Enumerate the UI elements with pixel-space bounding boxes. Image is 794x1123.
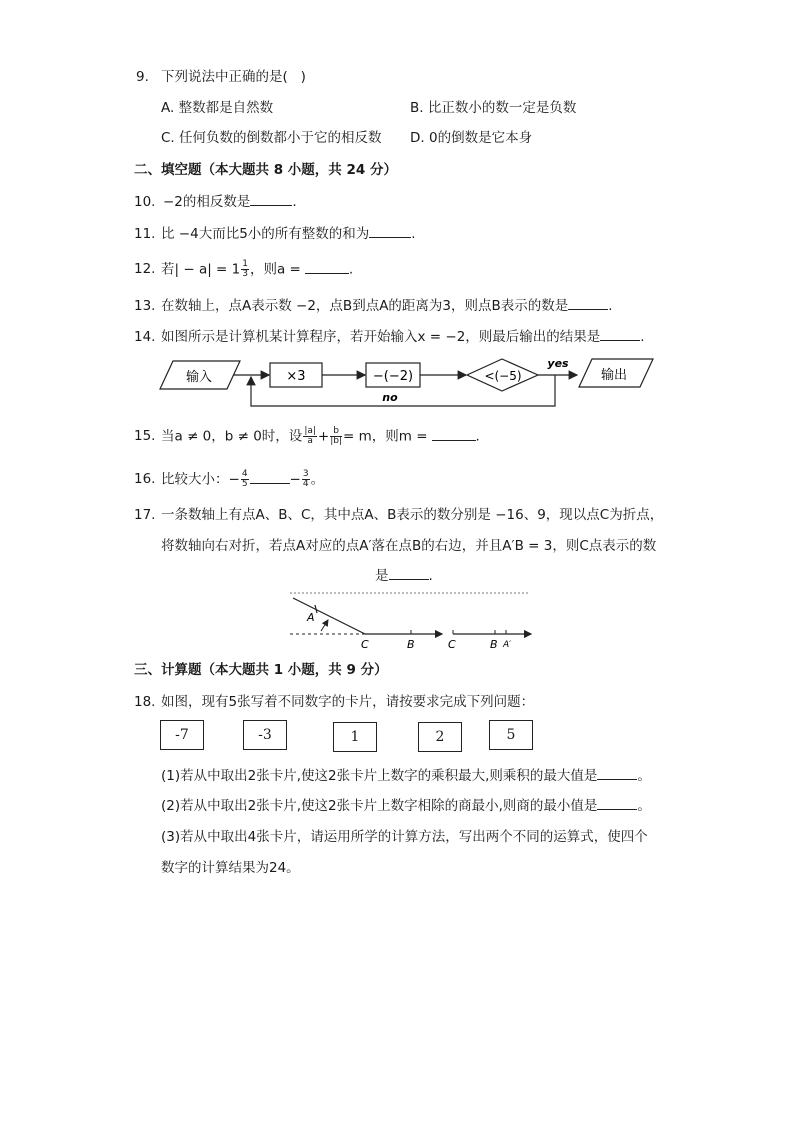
fig-label-c1: C <box>361 638 369 651</box>
flow-multiply-label: ×3 <box>286 369 306 384</box>
flow-subtract-label: −(−2) <box>372 369 414 384</box>
q15-number: 15. <box>134 428 156 444</box>
q14-text-a: 如图所示是计算机某计算程序，若开始输入x = −2，则最后输出的结果是 <box>161 329 601 345</box>
q13-text-b: . <box>608 298 613 314</box>
q18-part-3-line-2: 数字的计算结果为24。 <box>161 860 300 876</box>
q18-number: 18. <box>134 694 156 710</box>
fig-label-c2: C <box>448 638 456 651</box>
q12-text <box>161 260 353 279</box>
q18-stem: 如图，现有5张写着不同数字的卡片，请按要求完成下列问题： <box>161 694 535 710</box>
q9-option-a: A. 整数都是自然数 <box>161 100 274 116</box>
q11-text-a: 比 −4大而比5小的所有整数的和为 <box>161 226 370 242</box>
q14-flowchart <box>155 354 660 410</box>
q15-frac2-top: b <box>330 427 342 437</box>
fig-label-b2: B <box>490 638 498 651</box>
section-2-title: 二、填空题（本大题共 8 小题，共 24 分） <box>134 162 397 178</box>
q12-frac-bottom: 3 <box>242 269 248 279</box>
q15-fraction-1 <box>303 427 317 446</box>
q15-text-a: 当a ≠ 0，b ≠ 0时，设 <box>161 428 303 445</box>
q14-answer-blank[interactable] <box>600 328 640 341</box>
q13-text-a: 在数轴上，点A表示数 −2，点B到点A的距离为3，则点B表示的数是 <box>161 298 569 314</box>
q16-text-b: − <box>289 471 301 488</box>
q16-number: 16. <box>134 471 156 487</box>
q17-text-b: . <box>428 568 433 584</box>
q13-text <box>161 297 613 315</box>
q17-number: 17. <box>134 507 156 523</box>
q12-text-a: 若| − a| = 1 <box>161 261 241 278</box>
fig-label-a2: A′ <box>503 640 512 650</box>
q9-option-c: C. 任何负数的倒数都小于它的相反数 <box>161 130 382 146</box>
fig-folded-axis <box>293 598 365 634</box>
q12-answer-blank[interactable] <box>305 261 349 274</box>
q18-card-4: 2 <box>418 722 462 752</box>
q16-frac1-bottom: 5 <box>241 479 248 489</box>
flow-yes-label: yes <box>547 357 569 370</box>
q12-frac-top: 1 <box>242 259 248 269</box>
q16-frac2-top: 3 <box>302 469 309 479</box>
q12-fraction <box>241 260 249 279</box>
q12-number: 12. <box>134 261 156 277</box>
flow-no-label: no <box>382 391 398 404</box>
q18-part-2-text: (2)若从中取出2张卡片,使这2张卡片上数字相除的商最小,则商的最小值是 <box>161 798 598 814</box>
q18-card-2: -3 <box>243 720 287 750</box>
q9-number: 9. <box>136 69 149 85</box>
q11-answer-blank[interactable] <box>369 225 411 238</box>
q16-text <box>161 470 324 489</box>
q16-answer-blank[interactable] <box>250 471 290 484</box>
q17-line-3 <box>375 567 433 585</box>
q18-part-1-text: (1)若从中取出2张卡片,使这2张卡片上数字的乘积最大,则乘积的最大值是 <box>161 768 598 784</box>
flow-output-label: 输出 <box>600 368 628 383</box>
fig-label-b1: B <box>407 638 415 651</box>
fig-label-a: A <box>307 611 315 624</box>
q18-part-2 <box>161 797 651 815</box>
fig-fold-arrow <box>321 620 328 631</box>
q15-text-b: = m，则m = <box>343 428 428 445</box>
q15-frac2-bottom: |b| <box>330 436 342 446</box>
flow-condition-label: <(−5) <box>484 369 522 383</box>
q15-text <box>161 427 480 446</box>
q14-number: 14. <box>134 329 156 345</box>
q16-text-c: 。 <box>310 471 325 488</box>
q18-part-1-blank[interactable] <box>597 767 637 780</box>
q10-number: 10. <box>134 194 156 210</box>
q11-text-b: . <box>411 226 416 242</box>
flow-input-label: 输入 <box>185 370 213 385</box>
q12-text-b: ，则a = <box>249 261 301 278</box>
q18-card-5: 5 <box>489 720 533 750</box>
q16-text-a: 比较大小：− <box>161 471 240 488</box>
q15-fraction-2 <box>330 427 342 446</box>
q15-text-c: . <box>475 428 480 445</box>
q17-line-1: 一条数轴上有点A、B、C，其中点A、B表示的数分别是 −16、9，现以点C为折点， <box>161 507 664 523</box>
q18-part-3-line-1: (3)若从中取出4张卡片，请运用所学的计算方法，写出两个不同的运算式，使四个 <box>161 829 648 845</box>
q15-plus: + <box>317 428 330 445</box>
q14-text-b: . <box>640 329 645 345</box>
q18-part-1 <box>161 767 651 785</box>
q18-card-1: -7 <box>160 720 204 750</box>
q12-text-c: . <box>348 261 354 278</box>
q11-number: 11. <box>134 226 156 242</box>
q16-frac2-bottom: 4 <box>302 479 309 489</box>
q17-line-2: 将数轴向右对折，若点A对应的点A′落在点B的右边，并且A′B = 3，则C点表示的数 <box>161 538 657 554</box>
q18-part-2-end: 。 <box>637 798 651 814</box>
q10-text-b: . <box>292 194 297 210</box>
q9-option-b: B. 比正数小的数一定是负数 <box>410 100 577 116</box>
q16-fraction-1 <box>241 470 249 489</box>
section-3-title: 三、计算题（本大题共 1 小题，共 9 分） <box>134 662 388 678</box>
q9-option-d: D. 0的倒数是它本身 <box>410 130 533 146</box>
q15-frac1-top: |a| <box>304 426 316 436</box>
q14-text <box>161 328 645 346</box>
q10-text <box>163 193 297 211</box>
q18-part-2-blank[interactable] <box>597 797 637 810</box>
q18-part-1-end: 。 <box>637 768 651 784</box>
q10-answer-blank[interactable] <box>250 193 292 206</box>
q15-answer-blank[interactable] <box>432 428 476 441</box>
q18-card-3: 1 <box>333 722 377 752</box>
q13-answer-blank[interactable] <box>568 297 608 310</box>
q11-text <box>161 225 416 243</box>
q17-text-a: 是 <box>375 568 389 584</box>
q9-stem: 下列说法中正确的是( ) <box>161 69 306 85</box>
q13-number: 13. <box>134 298 156 314</box>
q16-fraction-2 <box>302 470 310 489</box>
q17-answer-blank[interactable] <box>389 567 429 580</box>
q15-frac1-bottom: a <box>307 436 313 446</box>
q17-number-line-figure <box>285 588 535 652</box>
q16-frac1-top: 4 <box>241 469 248 479</box>
q10-text-a: −2的相反数是 <box>163 194 251 210</box>
